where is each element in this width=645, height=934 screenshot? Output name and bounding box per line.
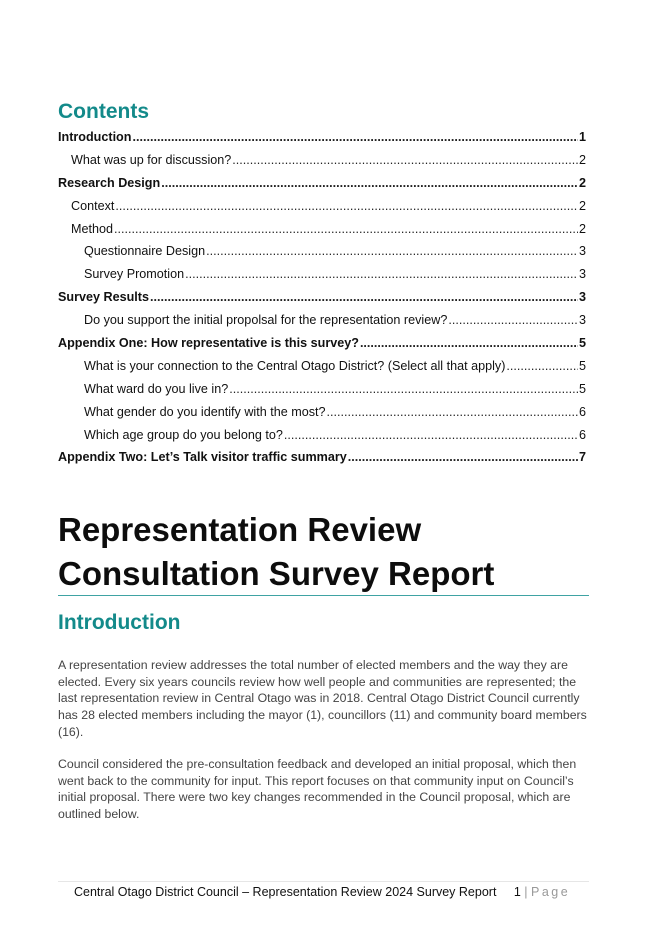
footer-text: Central Otago District Council – Representation Review 2024 Survey Report [74, 885, 497, 899]
introduction-paragraph-1: A representation review addresses the total number of elected members and the way they are elected. Every six years councils review how well people and communities are represented; the last representation review in Central Otago was in 2018. Central Otago District Council currently has 28 elected members including the mayor (1), councillors (11) and community board members (16). [58, 658, 587, 739]
toc-entry-title: Which age group do you belong to? [84, 427, 283, 442]
toc-entry[interactable] [58, 359, 586, 382]
toc-entry-page: 5 [578, 336, 586, 351]
contents-heading: Contents [58, 100, 149, 123]
footer-separator: | [524, 885, 528, 899]
toc-entry[interactable] [58, 130, 586, 153]
toc-entry-page: 2 [578, 152, 586, 167]
toc-entry[interactable] [58, 336, 586, 359]
toc-entry-title: Questionnaire Design [84, 244, 206, 259]
toc-entry-page: 2 [578, 175, 586, 190]
toc-leader-dots [185, 267, 578, 281]
toc-entry-page: 5 [578, 381, 586, 396]
toc-leader-dots [232, 153, 578, 167]
toc-entry-title: What was up for discussion? [71, 152, 232, 167]
report-title-line-1: Representation Review [58, 511, 422, 548]
toc-entry-page: 6 [578, 404, 586, 419]
toc-entry-page: 3 [578, 244, 586, 259]
toc-leader-dots [327, 405, 578, 419]
footer-page-number: 1 [513, 885, 521, 899]
introduction-heading: Introduction [58, 611, 181, 634]
toc-entry-title: Research Design [58, 175, 161, 190]
toc-entry-title: Do you support the initial propolsal for the representation review? [84, 313, 448, 328]
toc-leader-dots [206, 244, 578, 258]
toc-entry-title: What is your connection to the Central Otago District? (Select all that apply) [84, 358, 506, 373]
toc-entry-title: Appendix One: How representative is this survey? [58, 336, 359, 351]
toc-leader-dots [115, 199, 578, 213]
toc-entry-page: 3 [578, 290, 586, 305]
toc-entry-title: Survey Promotion [84, 267, 185, 282]
toc-leader-dots [506, 359, 578, 373]
report-title [58, 508, 598, 596]
toc-entry-title: What ward do you live in? [84, 381, 229, 396]
toc-leader-dots [150, 290, 578, 304]
toc-entry-title: Appendix Two: Let’s Talk visitor traffic summary [58, 450, 347, 465]
toc-leader-dots [284, 428, 578, 442]
toc-entry[interactable] [58, 176, 586, 199]
toc-leader-dots [229, 382, 578, 396]
toc-entry[interactable] [58, 382, 586, 405]
toc-entry[interactable] [58, 405, 586, 428]
toc-entry[interactable] [58, 222, 586, 245]
page-footer [74, 885, 570, 899]
toc-entry-page: 2 [578, 221, 586, 236]
toc-entry-title: Method [71, 221, 114, 236]
toc-entry-page: 3 [578, 267, 586, 282]
toc-entry-page: 3 [578, 313, 586, 328]
toc-leader-dots [114, 222, 578, 236]
toc-entry[interactable] [58, 313, 586, 336]
table-of-contents [58, 130, 586, 473]
toc-entry[interactable] [58, 199, 586, 222]
toc-leader-dots [161, 176, 578, 190]
toc-entry-page: 7 [578, 450, 586, 465]
toc-entry[interactable] [58, 450, 586, 473]
toc-entry[interactable] [58, 428, 586, 451]
toc-leader-dots [360, 336, 578, 350]
title-divider [58, 595, 589, 596]
toc-entry-title: Introduction [58, 130, 132, 144]
report-title-line-2: Consultation Survey Report [58, 555, 495, 592]
toc-entry[interactable] [58, 290, 586, 313]
toc-entry-page: 6 [578, 427, 586, 442]
toc-leader-dots [348, 450, 578, 464]
toc-leader-dots [132, 130, 578, 144]
toc-entry-page: 5 [578, 358, 586, 373]
toc-entry[interactable] [58, 153, 586, 176]
toc-entry[interactable] [58, 267, 586, 290]
toc-leader-dots [448, 313, 578, 327]
footer-divider [58, 881, 589, 882]
toc-entry-page: 2 [578, 198, 586, 213]
toc-entry-page: 1 [578, 130, 586, 144]
toc-entry-title: Survey Results [58, 290, 149, 305]
toc-entry[interactable] [58, 244, 586, 267]
introduction-paragraph-2: Council considered the pre-consultation feedback and developed an initial proposal, which then went back to the community for input. This report focuses on that community input on Council’s initial proposal. There were two key changes recommended in the Council proposal, which are outlined below. [58, 757, 577, 822]
footer-page-label: Page [530, 885, 571, 899]
toc-entry-title: What gender do you identify with the most? [84, 404, 326, 419]
toc-entry-title: Context [71, 198, 115, 213]
